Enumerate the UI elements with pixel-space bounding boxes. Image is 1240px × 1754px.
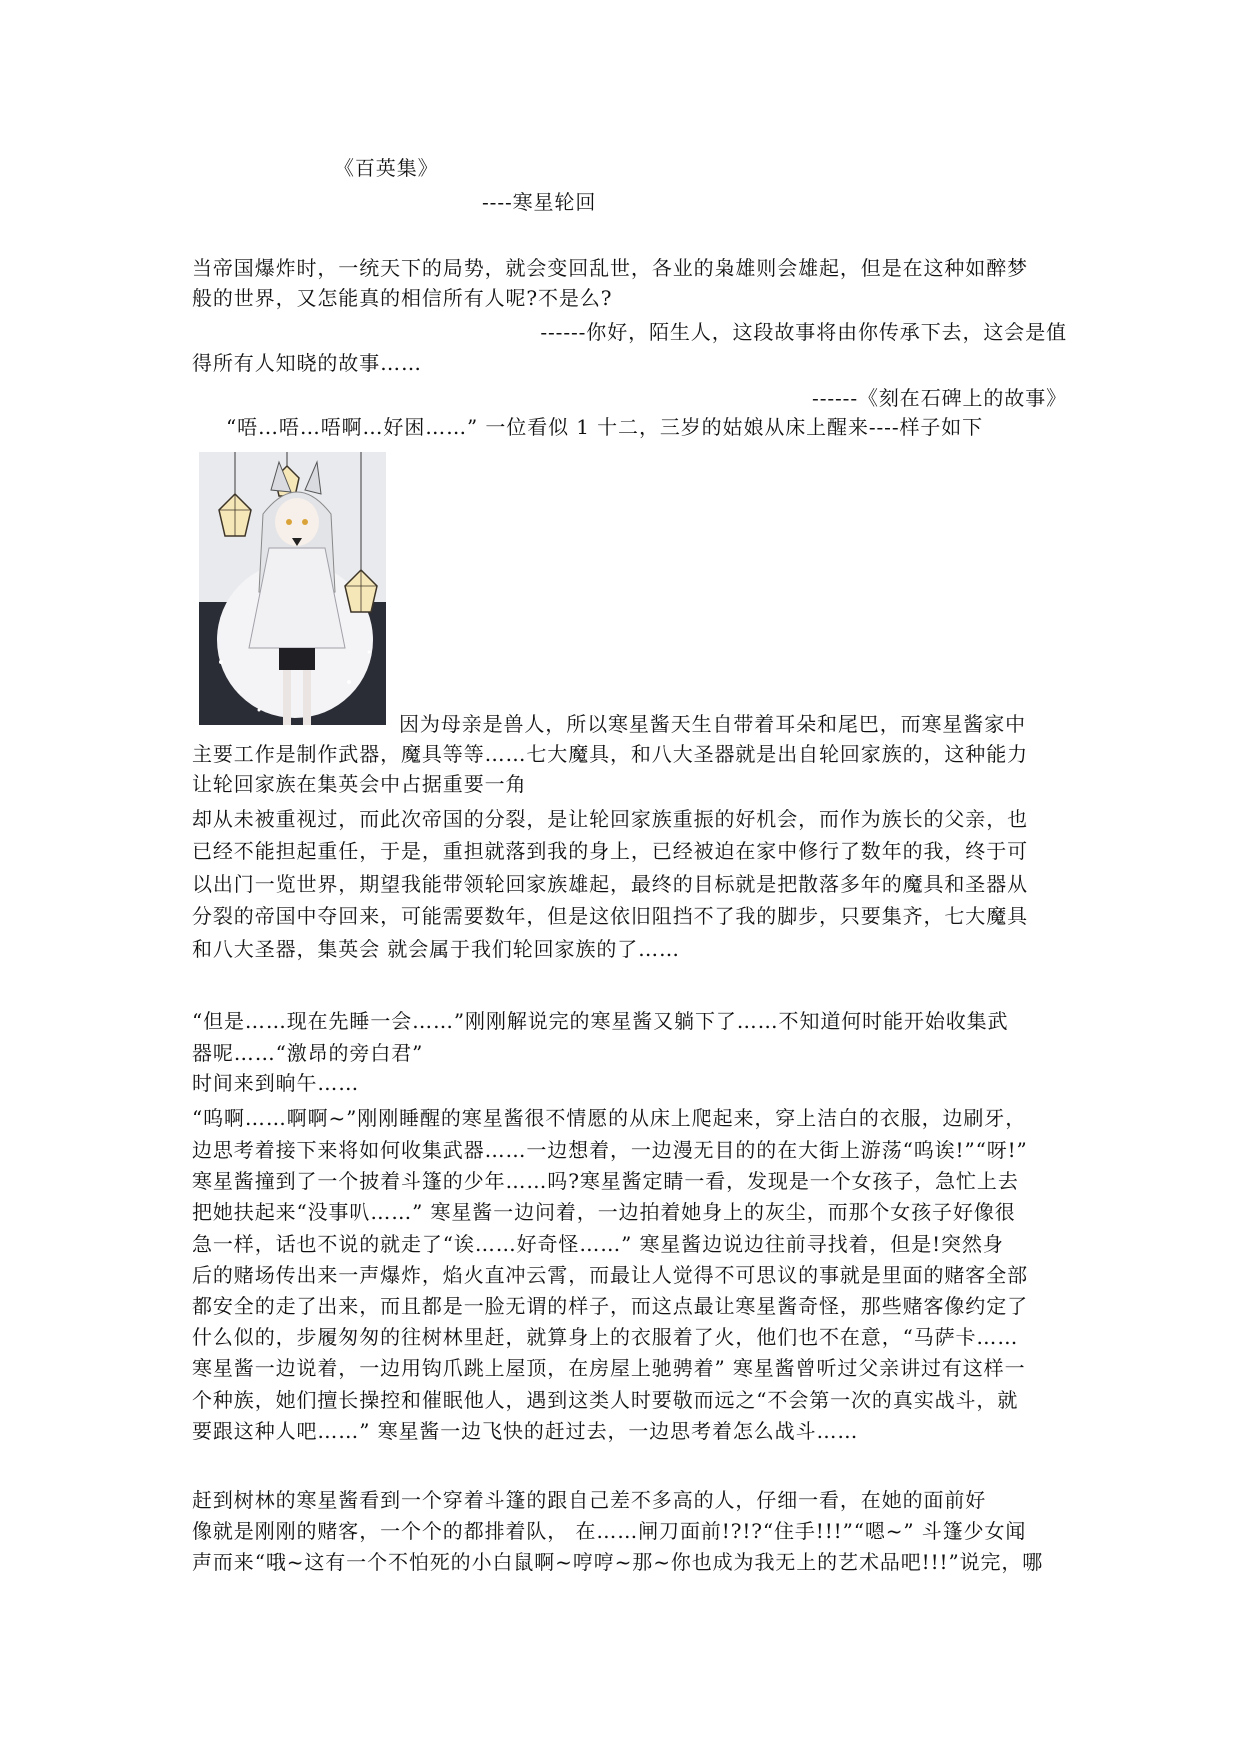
greeting-line: ------你好，陌生人，这段故事将由你传承下去，这会是值 (540, 320, 1067, 344)
paragraph-line: 急一样，话也不说的就走了“诶……好奇怪……” 寒星酱边说边往前寻找着，但是!突然身 (192, 1232, 1004, 1256)
author-line: ----寒星轮回 (482, 190, 597, 214)
paragraph-line: 把她扶起来“没事叭……” 寒星酱一边问着，一边拍着她身上的灰尘，而那个女孩子好像很 (192, 1200, 1016, 1224)
paragraph-line: 后的赌场传出来一声爆炸，焰火直冲云霄，而最让人觉得不可思议的事就是里面的赌客全部 (192, 1263, 1028, 1287)
paragraph-line: 边思考着接下来将如何收集武器……一边想着，一边漫无目的的在大街上游荡“呜诶!”“呀!” (192, 1138, 1028, 1162)
epigraph-line: 般的世界，又怎能真的相信所有人呢?不是么? (192, 286, 613, 310)
paragraph-line: 器呢……“激昂的旁白君” (192, 1041, 424, 1065)
paragraph-line: “呜啊……啊啊~”刚刚睡醒的寒星酱很不情愿的从床上爬起来，穿上洁白的衣服，边刷牙， (192, 1106, 1027, 1130)
paragraph-line: 寒星酱撞到了一个披着斗篷的少年……吗?寒星酱定睛一看，发现是一个女孩子，急忙上去 (192, 1169, 1019, 1193)
paragraph-line: 让轮回家族在集英会中占据重要一角 (192, 772, 527, 796)
paragraph-line: 都安全的走了出来，而且都是一脸无谓的样子，而这点最让寒星酱奇怪，那些赌客像约定了 (192, 1294, 1028, 1318)
character-illustration-art (199, 452, 386, 725)
paragraph-line: 时间来到晌午…… (192, 1071, 360, 1095)
paragraph-line: 分裂的帝国中夺回来，可能需要数年，但是这依旧阻挡不了我的脚步，只要集齐，七大魔具 (192, 904, 1028, 928)
paragraph-line: 主要工作是制作武器，魔具等等……七大魔具，和八大圣器就是出自轮回家族的，这种能力 (192, 742, 1028, 766)
character-illustration (199, 452, 386, 725)
paragraph-line: 赶到树林的寒星酱看到一个穿着斗篷的跟自己差不多高的人，仔细一看，在她的面前好 (192, 1488, 987, 1512)
paragraph-line: “但是……现在先睡一会……”刚刚解说完的寒星酱又躺下了……不知道何时能开始收集武 (192, 1009, 1009, 1033)
paragraph-line: 要跟这种人吧……” 寒星酱一边飞快的赶过去，一边思考着怎么战斗…… (192, 1419, 859, 1443)
paragraph-line: 什么似的，步履匆匆的往树林里赶，就算身上的衣服着了火，他们也不在意，“马萨卡…… (192, 1325, 1019, 1349)
paragraph-line: 和八大圣器，集英会 就会属于我们轮回家族的了…… (192, 937, 680, 961)
book-title: 《百英集》 (334, 156, 439, 180)
epigraph-line: 当帝国爆炸时，一统天下的局势，就会变回乱世，各业的枭雄则会雄起，但是在这种如醉梦 (192, 256, 1028, 280)
paragraph-line: 因为母亲是兽人，所以寒星酱天生自带着耳朵和尾巴，而寒星酱家中 (399, 712, 1026, 736)
paragraph-line: 寒星酱一边说着，一边用钩爪跳上屋顶，在房屋上驰骋着” 寒星酱曾听过父亲讲过有这样一 (192, 1356, 1026, 1380)
intro-line: “唔…唔…唔啊…好困……” 一位看似 1 十二，三岁的姑娘从床上醒来----样子如下 (226, 415, 984, 439)
paragraph-line: 像就是刚刚的赌客，一个个的都排着队， 在……闸刀面前!?!?“住手!!!”“嗯~” 斗篷少女闻 (192, 1519, 1027, 1543)
attribution-line: ------《刻在石碑上的故事》 (812, 386, 1067, 410)
paragraph-line: 声而来“哦~这有一个不怕死的小白鼠啊~哼哼~那~你也成为我无上的艺术品吧!!!”说完，哪 (192, 1550, 1044, 1574)
greeting-line: 得所有人知晓的故事…… (192, 351, 422, 375)
paragraph-line: 以出门一览世界，期望我能带领轮回家族雄起，最终的目标就是把散落多年的魔具和圣器从 (192, 872, 1028, 896)
paragraph-line: 个种族，她们擅长操控和催眠他人，遇到这类人时要敬而远之“不会第一次的真实战斗，就 (192, 1388, 1019, 1412)
paragraph-line: 已经不能担起重任，于是，重担就落到我的身上，已经被迫在家中修行了数年的我，终于可 (192, 839, 1028, 863)
paragraph-line: 却从未被重视过，而此次帝国的分裂，是让轮回家族重振的好机会，而作为族长的父亲，也 (192, 807, 1028, 831)
